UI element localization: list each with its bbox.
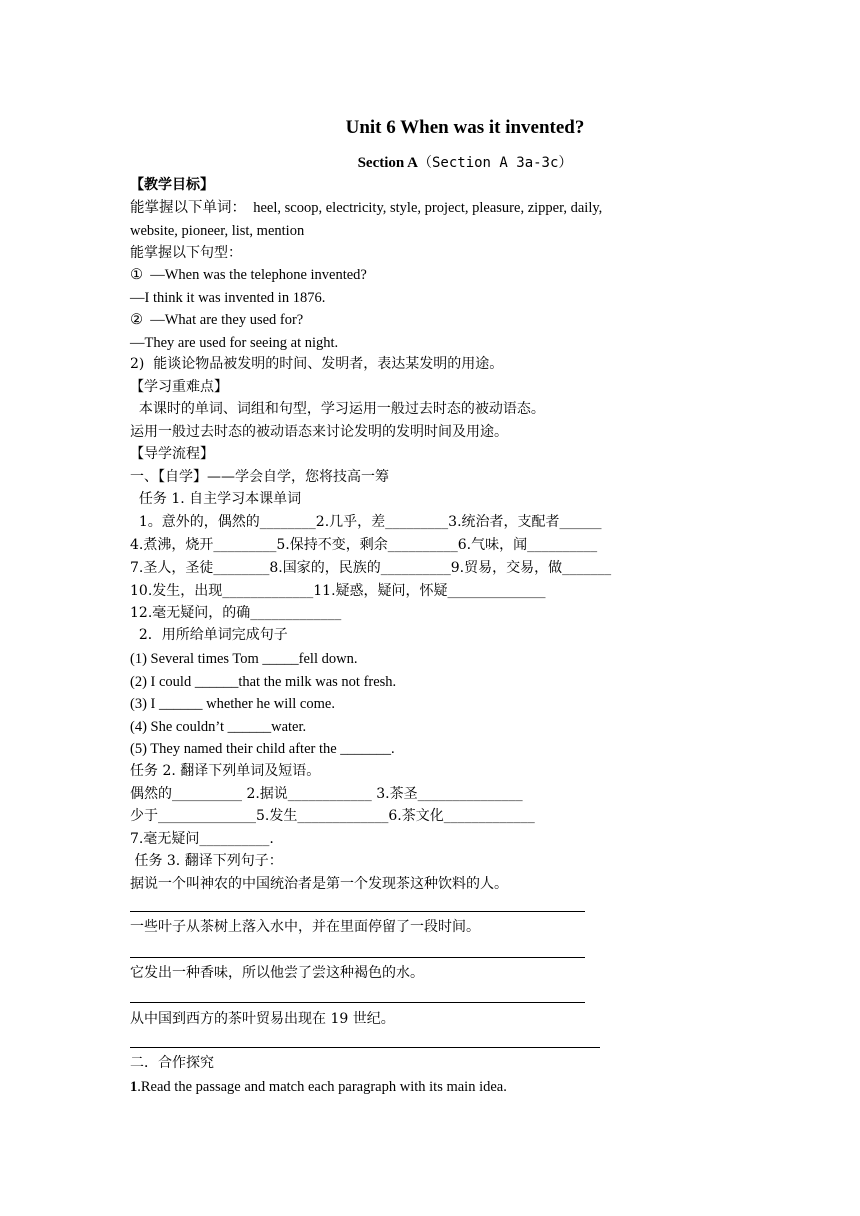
text-line: 2) 能谈论物品被发明的时间、发明者，表达某发明的用途。 <box>130 356 504 372</box>
answer-line <box>130 911 585 912</box>
item-number: 1 <box>130 1079 138 1095</box>
text-line: ① —When was the telephone invented? <box>130 267 367 283</box>
text-line: 偶然的__________ 2.据说____________ 3.茶圣_______________ <box>130 786 523 802</box>
text-line: —They are used for seeing at night. <box>130 335 339 351</box>
text-line: (4) She couldn’t ______water. <box>130 719 307 735</box>
answer-line <box>130 1002 585 1003</box>
text-line: 2．用所给单词完成句子 <box>130 627 288 643</box>
text-line: website, pioneer, list, mention <box>130 223 305 239</box>
text-line: 一、【自学】——学会自学，您将技高一筹 <box>130 469 389 485</box>
text-line: 少于______________5.发生_____________6.茶文化_____________ <box>130 808 535 824</box>
text-line: 能掌握以下单词： heel, scoop, electricity, style, project, pleasure, zipper, daily, <box>130 200 603 216</box>
text-line: 运用一般过去时态的被动语态来讨论发明的发明时间及用途。 <box>130 424 508 440</box>
text-line: (2) I could ______that the milk was not fresh. <box>130 674 397 690</box>
text-line: 本课时的单词、词组和句型，学习运用一般过去时态的被动语态。 <box>130 401 545 417</box>
text-line: 7.毫无疑问__________. <box>130 831 274 847</box>
text-line: 10.发生，出现_____________11.疑惑，疑问，怀疑______________ <box>130 583 546 599</box>
text-line: 它发出一种香味，所以他尝了尝这种褐色的水。 <box>130 965 424 981</box>
text-line: 7.圣人，圣徒________8.国家的，民族的__________9.贸易，交易，做_______ <box>130 560 612 576</box>
page-title: Unit 6 When was it invented? <box>345 117 585 138</box>
text-line: 二．合作探究 <box>130 1055 214 1071</box>
instruction-text: .Read the passage and match each paragraph with its main idea. <box>137 1079 507 1095</box>
text-line: 1。意外的，偶然的________2.几乎，差_________3.统治者，支配者______ <box>130 514 602 530</box>
text-line: 一些叶子从茶树上落入水中，并在里面停留了一段时间。 <box>130 919 480 935</box>
text-line: 据说一个叫神农的中国统治者是第一个发现茶这种饮料的人。 <box>130 876 508 892</box>
heading-process: 【导学流程】 <box>130 446 214 462</box>
text-line: 4.煮沸，烧开_________5.保持不变，剩余__________6.气味，闻__________ <box>130 537 598 553</box>
heading-objectives: 【教学目标】 <box>130 177 214 193</box>
answer-line <box>130 1047 600 1048</box>
text-line: (1) Several times Tom _____fell down. <box>130 651 358 667</box>
text-line: (5) They named their child after the _______. <box>130 741 395 757</box>
subtitle-paren: （Section A 3a-3c） <box>417 155 573 171</box>
text-line: (3) I ______ whether he will come. <box>130 696 335 712</box>
text-line: 能掌握以下句型： <box>130 245 242 261</box>
text-line: 任务 3. 翻译下列句子： <box>130 853 283 869</box>
answer-line <box>130 957 585 958</box>
text-line: ② —What are they used for? <box>130 312 304 328</box>
heading-key-points: 【学习重难点】 <box>130 379 228 395</box>
text-line: —I think it was invented in 1876. <box>130 290 326 306</box>
text-line: 任务 2. 翻译下列单词及短语。 <box>130 763 321 779</box>
subtitle-bold: Section A <box>357 155 418 171</box>
text-line <box>130 1078 507 1096</box>
text-line: 从中国到西方的茶叶贸易出现在 19 世纪。 <box>130 1011 395 1027</box>
section-subtitle <box>0 152 860 172</box>
text-line: 12.毫无疑问，的确_____________ <box>130 605 342 621</box>
text-line: 任务 1. 自主学习本课单词 <box>130 491 302 507</box>
